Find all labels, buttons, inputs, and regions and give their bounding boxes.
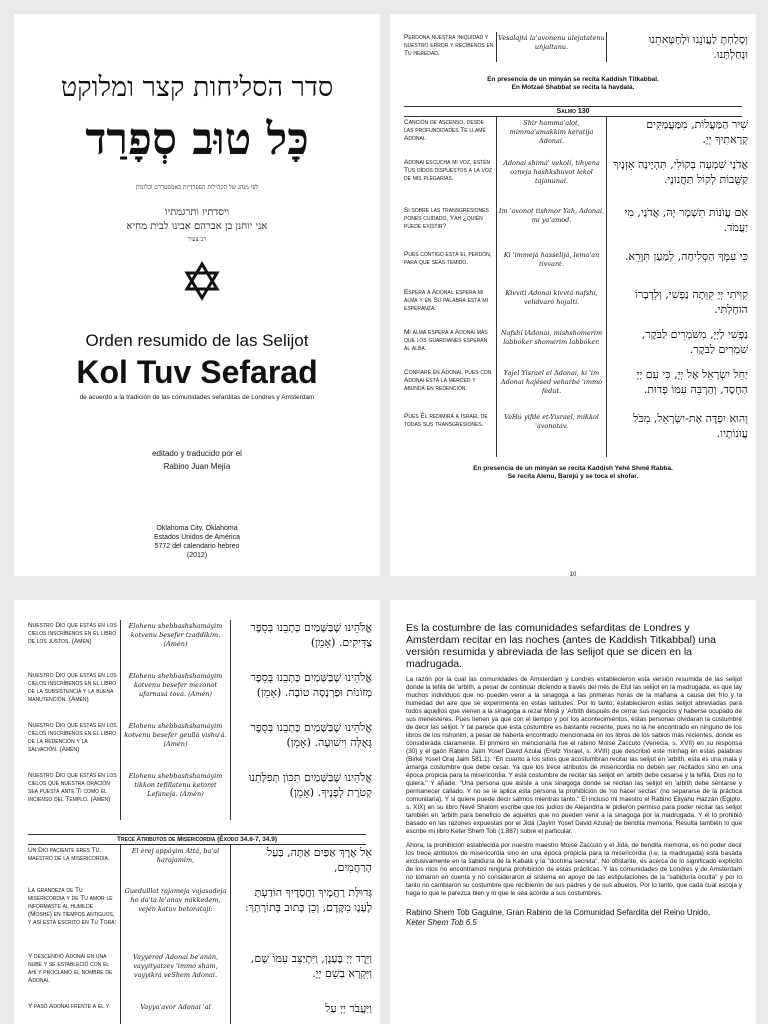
hebrew-subtitle: לפי מנהג של הקהילות הספרדיות באמסטרדם ובלונדון [135, 184, 259, 191]
pub-line: Oklahoma City, Oklahoma [156, 525, 238, 532]
verse-row [390, 411, 756, 457]
verse-spanish: Si sobre las transgresiones pones cuidado, Yah ¿quién puede existir? [404, 207, 489, 230]
psalm-page [390, 14, 756, 576]
verse-transliteration: El érej appáyim Attá, ba'al harajamim, [120, 845, 230, 885]
source-citation [406, 908, 742, 928]
intro-paragraph: Es la costumbre de las comunidades sefarditas de Londres y Amsterdam recitar en las noches (antes de Kaddish Titkabbal) una versión resumida y abreviada de las selijot que se dicen en la madrugada. [406, 622, 716, 670]
verse-spanish: Adonai escucha mi voz, estén Tus oídos dispuestos a la voz de mis plegarias. [404, 159, 492, 182]
verse-row [390, 32, 756, 62]
verse-row [14, 951, 380, 1001]
verse-hebrew: שִׁיר הַמַּעֲלוֹת, מִמַּעֲמַקִּים קְרָאתִיךָ יְיָ. [606, 117, 756, 157]
verse-row [390, 205, 756, 249]
verse-transliteration: Shir hamma'alot, mimma'amakkim keratija Adonai. [496, 117, 606, 157]
verse-transliteration: VeHú yifdé et-Yisrael, mikkol 'avonotav. [496, 411, 606, 457]
verse-spanish: Y pasó Adonai frente a él y [28, 1003, 110, 1010]
verse-row [390, 249, 756, 287]
verse-row [14, 845, 380, 885]
verse-hebrew: וַיֵּרֶד יְיָ בֶּעָנָן, וַיִּתְיַצֵּב עִמּוֹ שָׁם, וַיִּקְרָא בְשֵׁם יְיָ. [230, 951, 380, 1001]
verse-transliteration: Ki 'immejá hasselijá, lema'an tivvaré. [496, 249, 606, 287]
hebrew-credits [44, 206, 350, 234]
spanish-subtitle: de acuerdo a la tradición de las comunidades sefarditas de Londres y Amsterdam [79, 394, 315, 401]
verse-spanish: Nuestro Dio que estás en los cielos inscríbenos en el libro de los justos. (Amén) [28, 622, 117, 645]
verse-row [14, 885, 380, 951]
prayer-rows [14, 620, 380, 820]
verse-spanish: Pues contigo está el perdón, para que seas temido. [404, 251, 492, 266]
verse-hebrew: קִוִּיתִי יְיָ קִוְּתָה נַפְשִׁי, וְלִדְבָרוֹ הוֹחָלְתִּי. [606, 287, 756, 327]
explanation-page [390, 600, 756, 1024]
verse-transliteration: Vayyéred Adonai be'anán, vayyityatzev 'immó sham, vayyikrá veShem Adonai. [120, 951, 230, 1001]
verse-row [14, 1001, 380, 1024]
hebrew-credit-line: אני יוחנן בן אברהם אבינו לבית מחיא [126, 221, 268, 232]
rubric-note [390, 76, 756, 92]
hebrew-credit-small: רב צעיר [187, 236, 207, 243]
psalm-rows [390, 117, 756, 457]
verse-row [14, 620, 380, 670]
verse-row [14, 670, 380, 720]
publication-info [14, 524, 380, 560]
verse-transliteration: Elohenu shebbashshamáyim kotvenu besefer tzaddikim. (Amén) [120, 620, 230, 670]
verse-transliteration: Adonai shimá' vekolí, tihyena ozneja hashkshuvot lekol tajanunai. [496, 157, 606, 205]
verse-spanish: Espera a Adonai, espera mi alma y en Su palabra está mi esperanza. [404, 289, 488, 312]
verse-spanish: Nuestro Dio que estás en los cielos que nuestra oración sea puesta ante Ti como el incienso del Templo. (Amén) [28, 772, 117, 803]
verse-transliteration: Gueduillat rajameja vajasadeja ho da'ta le'anav mikkedem, vején katuv betoratají: [120, 885, 230, 951]
hebrew-credit-line: ויסדתיו ותרגמתיו [164, 207, 230, 218]
rubric-line: En Motzaé Shabbat se recita la havdalá. [511, 84, 635, 91]
spanish-title: Orden resumido de las Selijot [85, 331, 309, 350]
verse-row [390, 367, 756, 411]
verse-spanish: Pues Él redimirá a Israel de todas sus transgresiones. [404, 413, 488, 428]
rubric-line: Se recita Alenu, Barejú y se toca el shofar. [507, 473, 639, 480]
star-of-david-icon [182, 261, 222, 301]
pub-line: Estados Unidos de América [154, 534, 240, 541]
rubric-note [390, 465, 756, 481]
pub-line: (2012) [186, 552, 208, 559]
verse-transliteration: Vayya'avor Adonai 'al [120, 1001, 230, 1024]
verse-hebrew: וְהוּא יִפְדֶּה אֶת-יִשְׂרָאֵל, מִכֹּל עֲוֺנוֹתָיו. [606, 411, 756, 457]
verse-hebrew: אֱלֹהֵינוּ שֶׁבַּשָּׁמַיִם כָּתְבֵנוּ בְּסֵפֶר גְּאֻלָּה וִישׁוּעָה. (אָמֵן) [230, 720, 380, 770]
section-header: Salmo 130 [404, 106, 742, 117]
verse-transliteration: Kivviti Adonai kivvtá nafshí, velidvaró hojaltí. [496, 287, 606, 327]
verse-hebrew: אֱלֹהֵינוּ שֶׁבַּשָּׁמַיִם כָּתְבֵנוּ בְּסֵפֶר צַדִּיקִים. (אָמֵן) [230, 620, 380, 670]
verse-row [390, 157, 756, 205]
verse-spanish: Nuestro Dio que estás en los cielos inscríbenos en el libro de la subsistencia y la buena manutención. (Amén) [28, 672, 117, 703]
verse-transliteration: Nafshí lAdonai, mishshomerim labbóker shomerim labbóker. [496, 327, 606, 367]
hebrew-book-name: כָּל טוּב סְפָרַד [85, 114, 309, 165]
verse-transliteration: Yajel Yisrael el Adonai, ki 'im Adonai hajésed veharbé 'immó fedut. [496, 367, 606, 411]
editor-line: editado y traducido por el [152, 449, 242, 458]
verse-row [390, 327, 756, 367]
verse-row [390, 117, 756, 157]
verse-hebrew: אֲדֹנָי שִׁמְעָה בְקוֹלִי, תִּהְיֶינָה אָזְנֶיךָ קַשֻּׁבוֹת לְקוֹל תַּחֲנוּנָי. [606, 157, 756, 205]
verse-hebrew: גְּדוּלַּת רַחֲמֶיךָ וַחֲסָדֶיךָ הוֹדַעְתָּ לֶעָנָו מִקֶּדֶם, וְכֵן כָּתוּב בְּתוֹרָתָךְ: [230, 885, 380, 951]
verse-spanish: Confiaré en Adonai, pues con Adonai está la merced y abunda en redención. [404, 369, 492, 392]
verse-hebrew: יַחֵל יִשְׂרָאֵל אֶל יְיָ, כִּי עִם יְיָ הַחֶסֶד, וְהַרְבֵּה עִמּוֹ פְדוּת. [606, 367, 756, 411]
verse-transliteration: Elohenu shebbashshamáyim tikkon tefillatenu ketoret Lefaneja. (Amén) [120, 770, 230, 820]
citation-source: Keter Shem Tob 6.5 [406, 918, 477, 927]
pub-line: 5772 del calendario hebreo [154, 543, 240, 550]
verse-hebrew: וַיַּעֲבֹר יְיָ עַל [230, 1001, 380, 1024]
page-number: 10 [569, 572, 577, 576]
verse-spanish: Un Dio paciente eres Tú, maestro de la misericordia. [28, 847, 110, 862]
attribute-rows [14, 845, 380, 1024]
verse-hebrew: אִם עֲוֺנוֹת תִּשְׁמָר יָהּ, אֲדֹנָי, מִי יַעֲמֹד. [606, 205, 756, 249]
verse-hebrew: אֱלֹהֵינוּ שֶׁבַּשָּׁמַיִם כָּתְבֵנוּ בְּסֵפֶר מְזוֹנוֹת וּפַרְנָסָה טוֹבָה. (אָמֵן) [230, 670, 380, 720]
verse-transliteration: Elohenu shebbashshamáyim kotvenu besefer mezonot ufarnasá tová. (Amén) [120, 670, 230, 720]
body-paragraph: La razón por la cual las comunidades de Amsterdam y Londres establecieron esta versión resumida de las selijot donde la tefilá de 'arbith, a pesar de continuar diciendo a través del mes de Elul las selijot en la madrugada, es que lay muchos individuos que no pueden venir a la sinagoga a las primeras horas de la mañana a causa del frío y la humedad del aire que se experimenta en estas latitudes. Por lo tanto, establecieron estas selijot abreviadas para todos aquellos que vienen a la sinagoga a rezar Minjá y 'Arbith después de cerrar sus negocios y haberse ocupado de sus menesteres. Pues tienen ya que con el tiempo y por los acontecimientos, estas personas olvidaran la costumbre de decir las selijot. Y tal parece que esta costumbre es bastante reciente, pues no la he encontrado en ninguno de los libros de los rishonim, a pesar de haberla encontrado mencionada en los libros de los sabios más recientes, donde es considerada claramente. El primero en mencionarla fue el rabino Moisé Zaccuto (Venecia, s. XVII) en su responsa (30) y el gaón Rabino Jaím Yosef David Azulai (Eretz Yisrael, s. XVIII) que describió este minhag en estas palabras (Birké Yosef Oraj Jaim 581.1): "En cuanto a los sitios que acostumbran recitar las selijot en 'arbith, esta es una mala y amarga costumbre que debe cesar. Ya que los trece atributos de misericordia no deben ser recitados sino en una época propicia para la misericordia. Y esta costumbre de recitar las selijot en 'arbith debe cesarse y la tefilá, Dios no lo quiera." Y añade: "Una persona que asiste a una sinagoga donde se recitan las selijot en 'arbith debe sentarse y permanecer callado. Y no se le aplica esta persona la prohibición de 'no hacer sectas' (no separarse de la práctica comunitaria). Y si quiere puede decir salmos mientras tanto." El incluso mi maestro el Rabino Eliyahu Hazzán (Egipto, s. XIX) en su libro Nevé Shalom escribe que los judíos de Alejandría le pidieron permiso para poder recitar las selijot también en 'arbith para beneficio de aquellos que no pueden venir a la sinagoga por la madrugada. Y él lo prohibió basado en las razones expuestas por el Jidá (Jayim Yosef David Azulai) de bendita memoria. Resulta también lo que escribe mi libro Keter Shem Tob (1.887) sobre el particular. [406, 676, 742, 835]
verse-transliteration: Im 'avonot tishmor Yah, Adonai, mi ya'amod. [496, 205, 606, 249]
verse-hebrew: וְסָלַחְתָּ לַעֲוֺנֵנוּ וּלְחַטָּאתֵנוּ וּנְחַלְתָּנוּ. [606, 32, 756, 62]
editor-credit [14, 447, 380, 473]
body-paragraph: Ahora, la prohibición establecida por nuestro maestro Moisé Zaccuto y el Jidá, de bendita memoria, es no poder decir los trece atributos de misericordia sino en una época propicia para la misericordia (i.e. la madrugada) está basada exclusivamente en la sabiduría de la Kabalá y la "doctrina secreta". No obstante, es acerca de lo significado explícito de los ritos no encontramos ninguna prohibición de estas prácticas. Y las comunidades de Londres y de Amsterdam no tomaron en cuenta y no consideraron el sistema en apoyo de las estipulaciones de la "sabiduría oculta" y por lo tanto no cambiaron su costumbre que recibieron de sus padres y de sus abuelos. Por lo tanto, que cada cual escoja y haga lo que le parezca bien y lo que le sea acorde a sus costumbres. [406, 842, 742, 897]
verse-spanish: Perdona nuestra iniquidad y nuestro error y recíbenos en Tu heredad. [404, 34, 494, 57]
verse-hebrew: כִּי עִמְּךָ הַסְּלִיחָה, לְמַעַן תִּוָּרֵא. [606, 249, 756, 287]
attributes-page [14, 600, 380, 1024]
verse-spanish: Nuestro Dio que estás en los cielos inscríbenos en el libro de la redención y la salvación. (Amén) [28, 722, 117, 753]
verse-spanish: Canción de ascenso, desde las profundidades Te llamé Adonai. [404, 119, 486, 142]
verse-spanish: Mi alma espera a Adonai más que los guardianes esperan al alba. [404, 329, 488, 352]
editor-name: Rabino Juan Mejía [163, 462, 231, 471]
verse-row [14, 720, 380, 770]
verse-transliteration: Vesalajtá la'avonenu ulejatatenu unjaltanu. [496, 32, 606, 62]
verse-row [390, 287, 756, 327]
hebrew-title: סדר הסליחות קצר ומלוקט [60, 72, 334, 103]
title-page [14, 14, 380, 576]
section-header: Trece Atributos de Misericordia (Éxodo 34.6-7, 34.9) [28, 834, 366, 845]
verse-hebrew: נַפְשִׁי לַיְיָ, מִשֹּׁמְרִים לַבֹּקֶר, שֹׁמְרִים לַבֹּקֶר. [606, 327, 756, 367]
verse-spanish: La grandeza de Tu misericordia y de Tu amor le informaste al humilde (Moshé) en tiempos antiguos, y así está escrito en Tu Torá: [28, 887, 117, 926]
verse-hebrew: אֵל אֶרֶךְ אַפַּיִם אַתָּה, בַּעַל הָרַחֲמִים, [230, 845, 380, 885]
verse-row [14, 770, 380, 820]
verse-hebrew: אֱלֹהֵינוּ שֶׁבַּשָּׁמַיִם תִּכּוֹן תְּפִלָּתֵנוּ קְטֹרֶת לְפָנֶיךָ. (אָמֵן) [230, 770, 380, 820]
rubric-line: En presencia de un minyán se recita Kaddish Yehé Shmé Rabba. [473, 465, 673, 472]
main-title: Kol Tuv Sefarad [76, 354, 318, 390]
verse-transliteration: Elohenu shebbashshamáyim kotvenu besefer geullá vishu'á. (Amén) [120, 720, 230, 770]
citation-author: Rabino Shem Tob Gaguine, Gran Rabino de la Comunidad Sefardita del Reino Unido, [406, 908, 711, 917]
rubric-line: En presencia de un minyán se recita Kaddish Titkabbal. [487, 76, 659, 83]
verse-spanish: Y descendió Adonai en una nube y se estableció con él ahí y proclamó el nombre de Adonai. [28, 953, 113, 984]
